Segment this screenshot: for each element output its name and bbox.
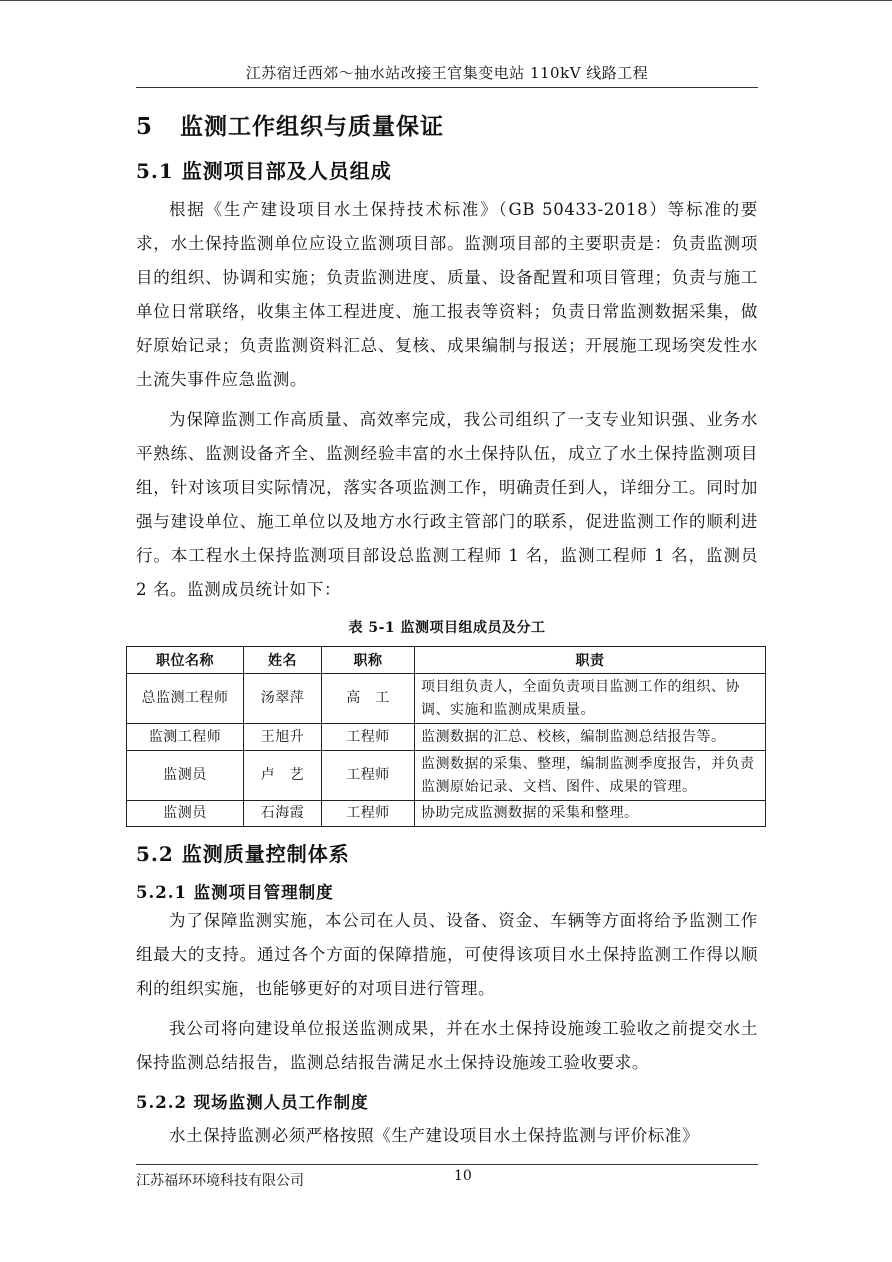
page-number: 10 xyxy=(454,1168,472,1184)
chapter-number: 5 xyxy=(136,113,154,140)
cell-position: 监测工程师 xyxy=(127,724,244,751)
cell-name: 王旭升 xyxy=(244,724,322,751)
cell-duty: 监测数据的汇总、校核，编制监测总结报告等。 xyxy=(415,724,766,751)
col-header-title: 职称 xyxy=(322,647,415,674)
table-row xyxy=(127,801,766,827)
table-row xyxy=(127,724,766,751)
footer-company: 江苏福环环境科技有限公司 xyxy=(136,1173,304,1189)
paragraph-5-1-1: 根据《生产建设项目水土保持技术标准》（GB 50433-2018）等标准的要求，水土保持监测单位应设立监测项目部。监测项目部的主要职责是：负责监测项目的组织、协调和实施；负责监测进度、质量、设备配置和项目管理；负责与施工单位日常联络，收集主体工程进度、施工报表等资料；负责日常监测数据采集，做好原始记录；负责监测资料汇总、复核、成果编制与报送；开展施工现场突发性水土流失事件应急监测。 xyxy=(136,200,758,389)
page-top-border xyxy=(0,0,892,1)
col-header-position: 职位名称 xyxy=(127,647,244,674)
paragraph-5-2-1-1: 为了保障监测实施，本公司在人员、设备、资金、车辆等方面将给予监测工作组最大的支持。通过各个方面的保障措施，可使得该项目水土保持监测工作得以顺利的组织实施，也能够更好的对项目进行管理。 xyxy=(136,911,758,998)
table-row xyxy=(127,674,766,724)
cell-title: 高 工 xyxy=(322,674,415,724)
cell-title: 工程师 xyxy=(322,801,415,827)
section-5-2-heading: 5.2 监测质量控制体系 xyxy=(136,842,350,866)
section-5-1-heading: 5.1 监测项目部及人员组成 xyxy=(136,159,392,183)
running-header: 江苏宿迁西郊～抽水站改接王官集变电站 110kV 线路工程 xyxy=(136,62,758,88)
cell-title: 工程师 xyxy=(322,751,415,801)
members-table xyxy=(126,646,766,827)
cell-position: 监测员 xyxy=(127,801,244,827)
cell-duty: 监测数据的采集、整理，编制监测季度报告，并负责监测原始记录、文档、图件、成果的管理。 xyxy=(415,751,766,801)
col-header-name: 姓名 xyxy=(244,647,322,674)
section-5-2-2-heading: 5.2.2 现场监测人员工作制度 xyxy=(136,1093,369,1112)
cell-name: 石海霞 xyxy=(244,801,322,827)
table-row xyxy=(127,751,766,801)
paragraph-5-1-2: 为保障监测工作高质量、高效率完成，我公司组织了一支专业知识强、业务水平熟练、监测设备齐全、监测经验丰富的水土保持队伍，成立了水土保持监测项目组，针对该项目实际情况，落实各项监测工作，明确责任到人，详细分工。同时加强与建设单位、施工单位以及地方水行政主管部门的联系，促进监测工作的顺利进行。本工程水土保持监测项目部设总监测工程师 1 名，监测工程师 1 名，监测员 2 名。监测成员统计如下： xyxy=(136,410,758,599)
chapter-heading xyxy=(136,108,444,141)
col-header-duty: 职责 xyxy=(415,647,766,674)
cell-name: 汤翠萍 xyxy=(244,674,322,724)
cell-name: 卢 艺 xyxy=(244,751,322,801)
cell-position: 监测员 xyxy=(127,751,244,801)
cell-title: 工程师 xyxy=(322,724,415,751)
table-header-row xyxy=(127,647,766,674)
section-5-2-1-heading: 5.2.1 监测项目管理制度 xyxy=(136,883,334,902)
cell-duty: 协助完成监测数据的采集和整理。 xyxy=(415,801,766,827)
table-caption: 表 5-1 监测项目组成员及分工 xyxy=(348,620,546,636)
paragraph-5-2-1-2: 我公司将向建设单位报送监测成果，并在水土保持设施竣工验收之前提交水土保持监测总结报告，监测总结报告满足水土保持设施竣工验收要求。 xyxy=(136,1019,758,1072)
chapter-title: 监测工作组织与质量保证 xyxy=(180,113,445,140)
cell-duty: 项目组负责人，全面负责项目监测工作的组织、协调、实施和监测成果质量。 xyxy=(415,674,766,724)
cell-position: 总监测工程师 xyxy=(127,674,244,724)
page-footer xyxy=(136,1164,758,1191)
paragraph-5-2-2-1: 水土保持监测必须严格按照《生产建设项目水土保持监测与评价标准》 xyxy=(169,1126,700,1145)
